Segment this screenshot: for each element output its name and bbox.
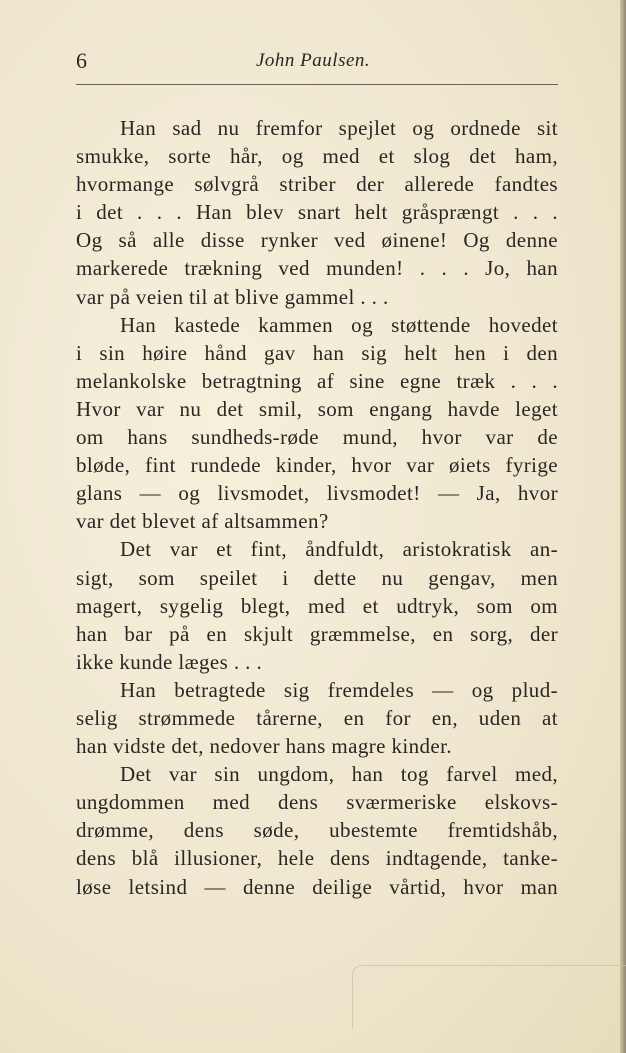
text-line: i det . . . Han blev snart helt gråsprængt . . . <box>76 200 558 225</box>
page-header <box>76 48 556 82</box>
text-line: Det var sin ungdom, han tog farvel med, <box>120 762 558 787</box>
text-line: selig strømmede tårerne, en for en, uden at <box>76 705 558 730</box>
text-line: Han sad nu fremfor spejlet og ordnede sit <box>120 116 558 140</box>
text-line: bløde, fint rundede kinder, hvor var øiets fyrige <box>76 453 558 478</box>
text-line: løse letsind — denne deilige vårtid, hvor man <box>76 874 558 899</box>
text-line: markerede trækning ved munden! . . . Jo, han <box>76 256 558 281</box>
text-line: var det blevet af altsammen? <box>76 509 329 534</box>
header-rule <box>76 84 558 85</box>
text-line: magert, sygelig blegt, med et udtryk, som om <box>76 593 558 618</box>
text-line: dens blå illusioner, hele dens indtagende, tanke- <box>76 846 558 871</box>
text-line: smukke, sorte hår, og med et slog det ham, <box>76 144 558 169</box>
body-text <box>76 114 558 901</box>
library-stamp-outline <box>352 965 626 1028</box>
text-line: glans — og livsmodet, livsmodet! — Ja, hvor <box>76 481 558 506</box>
text-line: han vidste det, nedover hans magre kinder. <box>76 734 453 759</box>
text-line: Det var et fint, åndfuldt, aristokratisk an- <box>120 537 558 562</box>
text-line: Hvor var nu det smil, som engang havde leget <box>76 396 558 421</box>
text-line: om hans sundheds-røde mund, hvor var de <box>76 425 558 450</box>
text-line: melankolske betragtning af sine egne træk . . . <box>76 368 558 393</box>
text-line: drømme, dens søde, ubestemte fremtidshåb, <box>76 818 558 843</box>
text-line: han bar på en skjult græmmelse, en sorg, der <box>76 621 558 646</box>
text-line: Han betragtede sig fremdeles — og plud- <box>120 677 558 702</box>
text-line: Og så alle disse rynker ved øinene! Og denne <box>76 228 558 253</box>
page-number: 6 <box>76 48 87 73</box>
text-line: var på veien til at blive gammel . . . <box>76 284 389 309</box>
text-line: Han kastede kammen og støttende hovedet <box>120 312 558 337</box>
text-line: ikke kunde læges . . . <box>76 649 263 674</box>
text-line: i sin høire hånd gav han sig helt hen i den <box>76 340 558 365</box>
text-line: hvormange sølvgrå striber der allerede fandtes <box>76 172 558 197</box>
text-line: ungdommen med dens sværmeriske elskovs- <box>76 790 558 815</box>
page-edge <box>620 0 626 1053</box>
text-line: sigt, som speilet i dette nu gengav, men <box>76 565 558 590</box>
running-head: John Paulsen. <box>256 50 371 71</box>
